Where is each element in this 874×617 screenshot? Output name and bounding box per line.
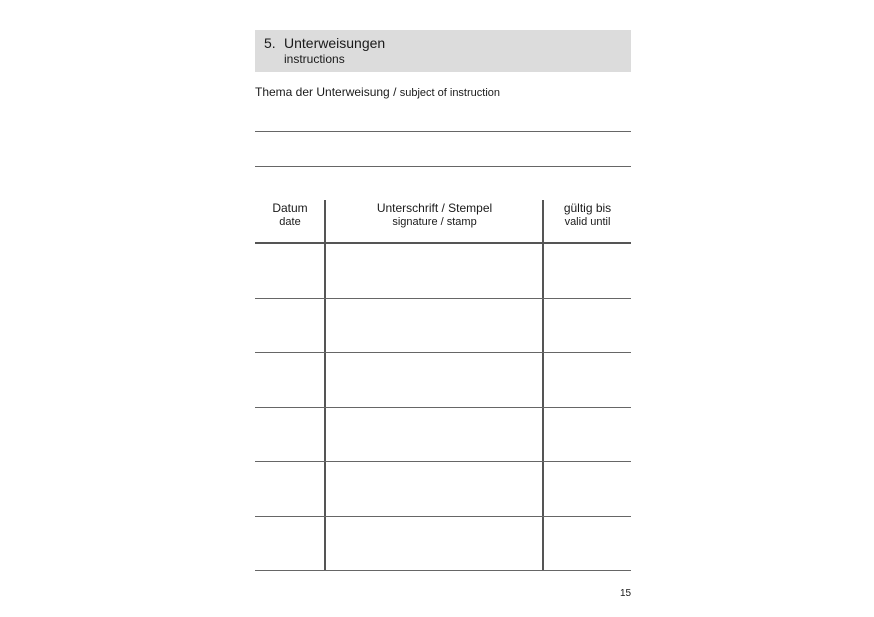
section-header <box>255 30 631 72</box>
subject-line-1 <box>255 131 631 132</box>
subject-line-2 <box>255 166 631 167</box>
section-title: Unterweisungen <box>284 35 386 51</box>
section-subtitle: instructions <box>284 52 345 66</box>
section-number: 5. <box>264 35 276 51</box>
subject-label-en: subject of instruction <box>399 87 501 99</box>
header-rule <box>255 242 631 244</box>
column-header-date: Datum date <box>272 201 308 228</box>
table-row-line <box>255 352 631 353</box>
column-divider <box>542 200 544 570</box>
subject-label <box>255 85 500 99</box>
table-row-line <box>255 570 631 571</box>
column-divider <box>324 200 326 570</box>
column-header-valid-until: gültig bis valid until <box>563 201 612 228</box>
column-header-signature: Unterschrift / Stempel signature / stamp <box>376 201 493 228</box>
subject-label-de: Thema der Unterweisung / <box>255 85 400 99</box>
table-row-line <box>255 461 631 462</box>
table-row-line <box>255 516 631 517</box>
table-row-line <box>255 298 631 299</box>
table-row-line <box>255 407 631 408</box>
page-number: 15 <box>620 588 632 599</box>
